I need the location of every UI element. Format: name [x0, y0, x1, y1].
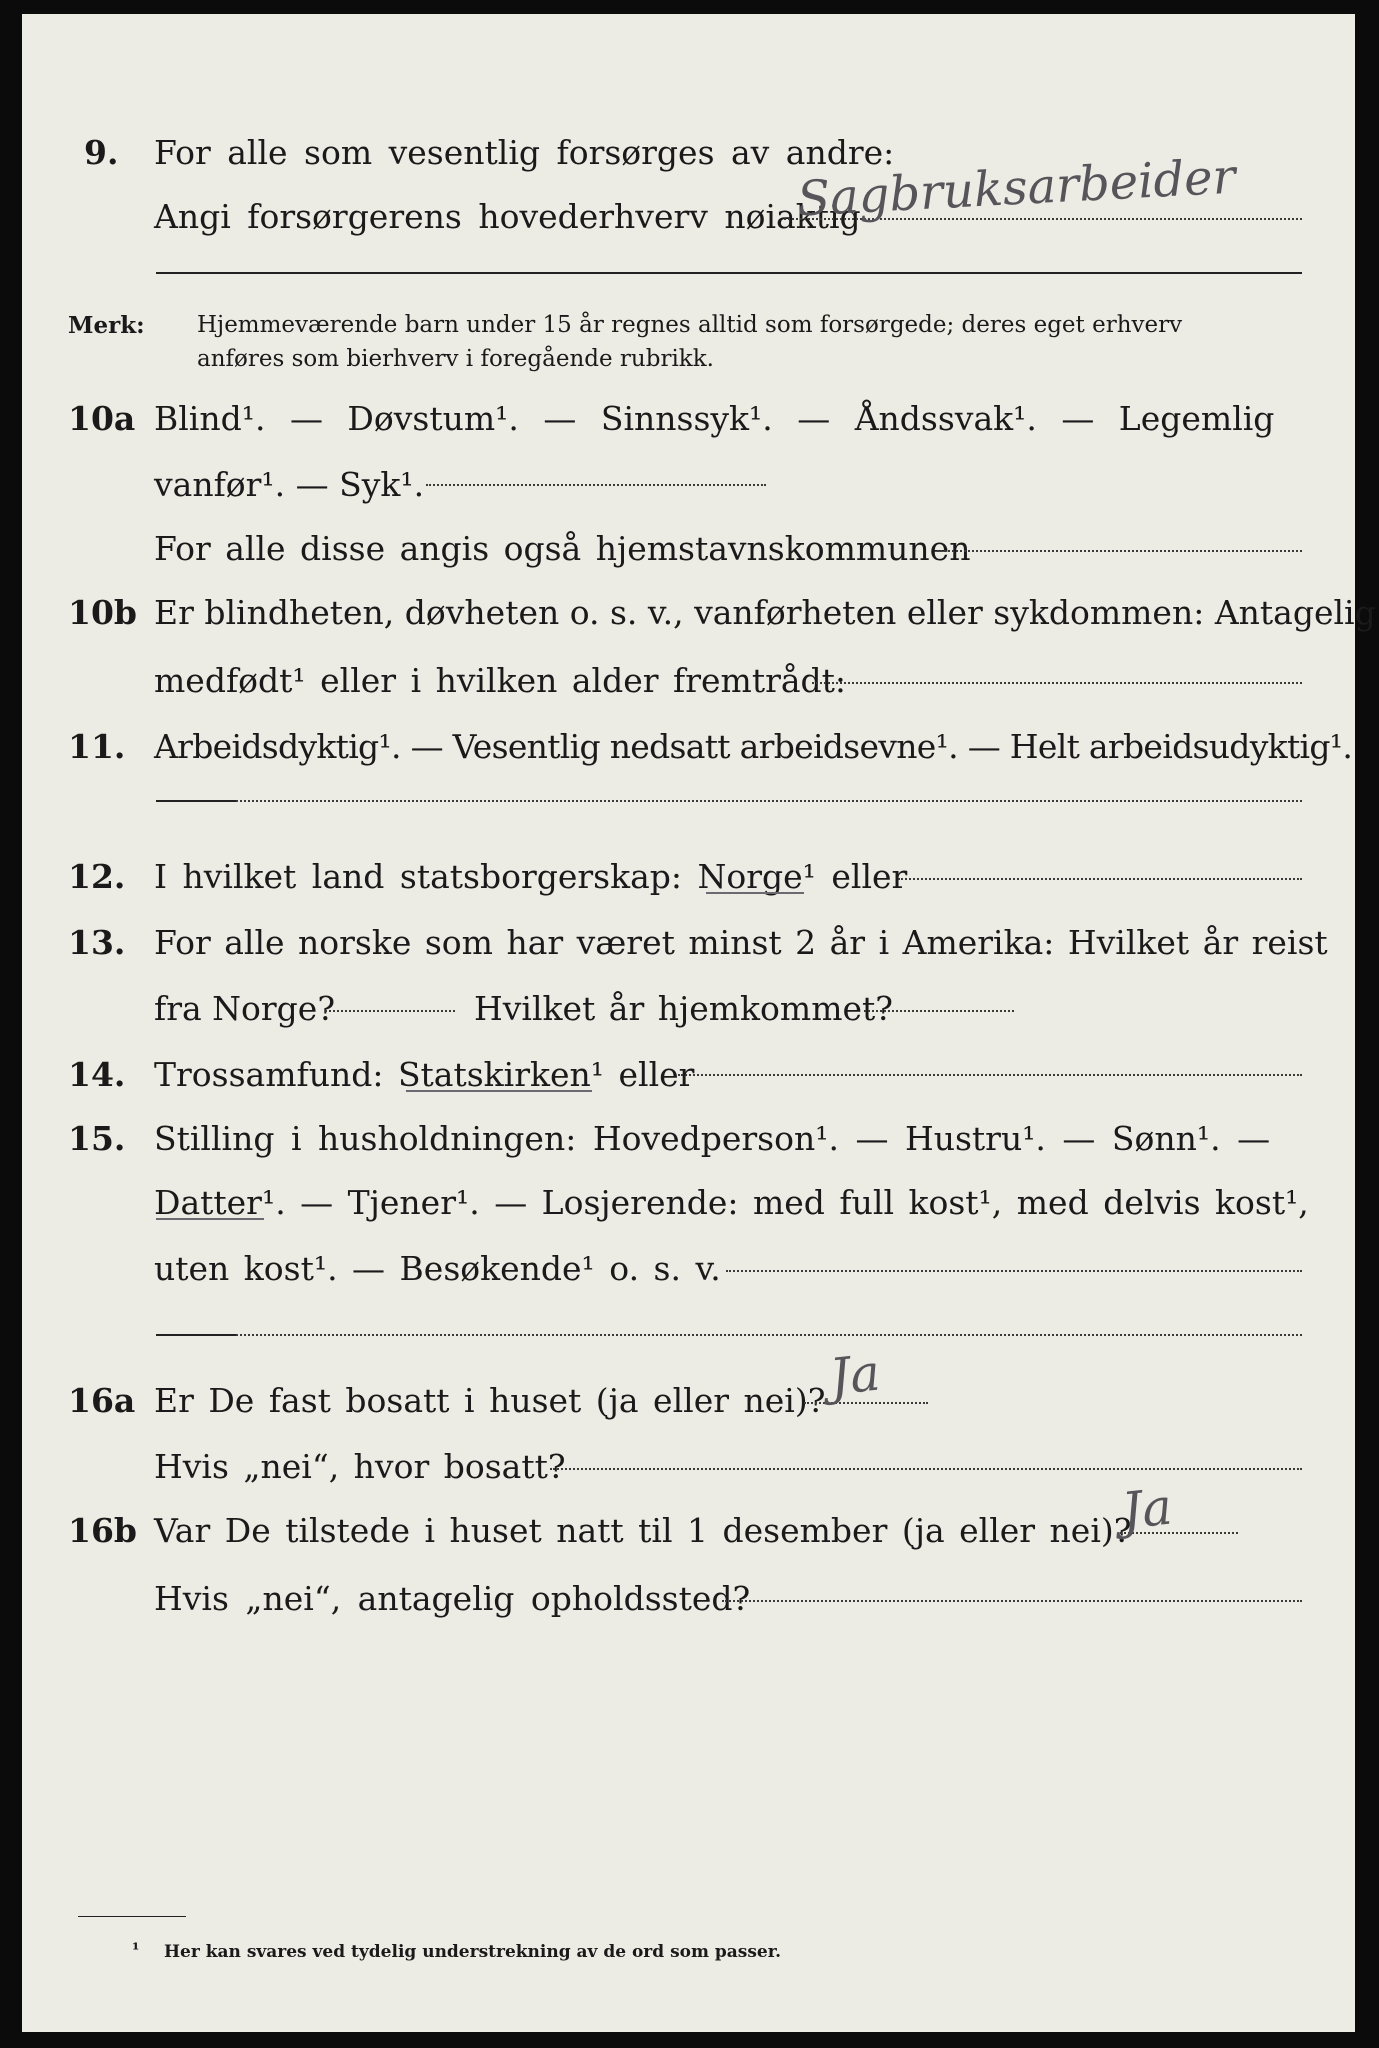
q13-text-line2b: Hvilket år hjemkommet? [474, 989, 893, 1028]
q14-answer-line [678, 1074, 1302, 1076]
q9-text-line1: For alle som vesentlig forsørges av andre: [154, 133, 895, 172]
q11-answer-line [236, 800, 1302, 802]
q9-separator [156, 272, 1302, 274]
q14-number: 14. [68, 1055, 126, 1094]
q16a-number: 16a [68, 1381, 136, 1420]
q10b-number: 10b [68, 593, 137, 632]
q16a-text-line1: Er De fast bosatt i huset (ja eller nei)? [154, 1381, 826, 1420]
footnote-mark: ¹ [132, 1940, 140, 1960]
q16b-number: 16b [68, 1511, 137, 1550]
q13-hjemkommet-line [864, 1010, 1014, 1012]
q13-number: 13. [68, 923, 126, 962]
census-form-page [22, 14, 1376, 2032]
q10a-text-line1: Blind¹. — Døvstum¹. — Sinnssyk¹. — Åndssvak¹. — Legemlig [154, 399, 1275, 438]
q12-number: 12. [68, 857, 126, 896]
q10a-syk-line [426, 484, 766, 486]
q13-text-line1: For alle norske som har været minst 2 år i Amerika: Hvilket år reist [154, 923, 1328, 962]
q16b-opholdssted-line [722, 1600, 1302, 1602]
q16a-handwritten-answer[interactable]: Ja [827, 1343, 883, 1407]
merk-text-line1: Hjemmeværende barn under 15 år regnes alltid som forsørgede; deres eget erhverv [197, 312, 1183, 338]
q16a-bosatt-line [550, 1468, 1302, 1470]
q13-reist-line [325, 1010, 455, 1012]
q11-text-line1: Arbeidsdyktig¹. — Vesentlig nedsatt arbeidsevne¹. — Helt arbeidsudyktig¹. [154, 727, 1353, 766]
q10a-number: 10a [68, 399, 136, 438]
q10a-hjemstavn-line [937, 550, 1302, 552]
q11-number: 11. [68, 727, 126, 766]
footnote-rule [78, 1916, 186, 1917]
q10b-text-line2: medfødt¹ eller i hvilken alder fremtrådt: [154, 661, 847, 700]
q15-answer-line [726, 1270, 1302, 1272]
q15-extra-line [236, 1334, 1302, 1336]
q13-text-line2a: fra Norge? [154, 989, 336, 1028]
q14-statskirken-underline [406, 1090, 592, 1092]
q16a-text-line2: Hvis „nei“, hvor bosatt? [154, 1447, 566, 1486]
q9-number: 9. [84, 133, 119, 172]
q9-handwritten-answer[interactable]: Sagbruksarbeider [795, 148, 1237, 228]
q16b-text-line2: Hvis „nei“, antagelig opholdssted? [154, 1579, 751, 1618]
q12-text-line1: I hvilket land statsborgerskap: Norge¹ eller [154, 857, 908, 896]
merk-text-line2: anføres som bierhverv i foregående rubrikk. [197, 346, 714, 372]
q15-text-line2: Datter¹. — Tjener¹. — Losjerende: med full kost¹, med delvis kost¹, [154, 1183, 1309, 1222]
footnote-text: Her kan svares ved tydelig understrekning av de ord som passer. [164, 1942, 782, 1962]
merk-label: Merk: [68, 312, 145, 339]
q15-text-line3: uten kost¹. — Besøkende¹ o. s. v. [154, 1249, 721, 1288]
q14-text-line1: Trossamfund: Statskirken¹ eller [154, 1055, 695, 1094]
q10b-answer-line [812, 682, 1302, 684]
q15-number: 15. [68, 1119, 126, 1158]
q10a-text-line2: vanfør¹. — Syk¹. [154, 465, 425, 504]
q12-norge-underline [706, 892, 804, 894]
q12-answer-line [898, 878, 1302, 880]
q15-text-line1: Stilling i husholdningen: Hovedperson¹. — Hustru¹. — Sønn¹. — [154, 1119, 1271, 1158]
q16b-text-line1: Var De tilstede i huset natt til 1 desember (ja eller nei)? [154, 1511, 1132, 1550]
q15-datter-underline [156, 1218, 264, 1220]
q10b-text-line1: Er blindheten, døvheten o. s. v., vanførheten eller sykdommen: Antagelig [154, 593, 1376, 632]
q10a-text-line3: For alle disse angis også hjemstavnskommunen [154, 529, 971, 568]
q11-rule-short [156, 800, 236, 802]
q16b-handwritten-answer[interactable]: Ja [1119, 1477, 1175, 1541]
q15-rule-short [156, 1334, 236, 1336]
q9-text-line2: Angi forsørgerens hovederhverv nøiaktig [154, 197, 861, 236]
